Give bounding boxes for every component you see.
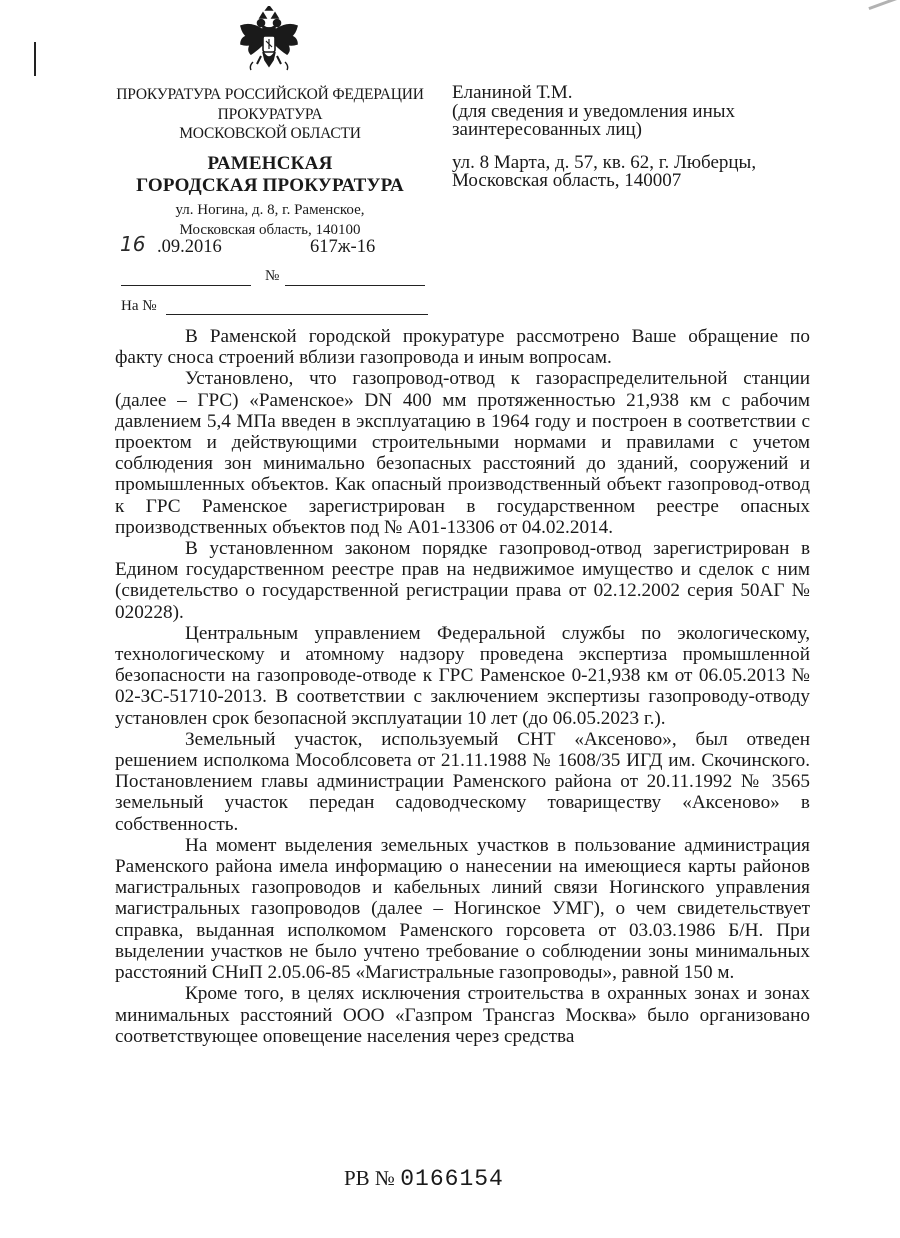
header-line-2: ПРОКУРАТУРА — [217, 106, 323, 123]
form-number: 0166154 — [400, 1166, 504, 1192]
form-series-label: РВ № — [344, 1166, 395, 1190]
reply-to-label: На № — [121, 298, 157, 314]
body-paragraph-5: Земельный участок, используемый СНТ «Аксеново», был отведен решением исполкома Мособлсовета от 21.11.1988 № 1608/35 ИГД им. Скочинского. Постановлением главы администрации Раменского района от 20.11.1992 № 3565 земельный участок передан садоводческому товариществу «Аксеново» в собственность. — [115, 728, 810, 835]
scan-speck — [868, 0, 897, 10]
date-blank-line — [121, 285, 251, 286]
body-paragraph-6: На момент выделения земельных участков в пользование администрация Раменского района имела информацию о нанесении на имеющиеся карты районов магистральных газопроводов и кабельных линий связи Ногинского управления магистральных газопроводов (далее – Ногинское УМГ), о чем свидетельствует справка, выданная исполкомом Раменского горсовета от 03.03.1986 Б/Н. При выделении участков не было учтено требование о соблюдении зоны минимальных расстояний СНиП 2.05.06-85 «Магистральные газопроводы», равной 150 м. — [115, 834, 810, 984]
header-line-3: МОСКОВСКОЙ ОБЛАСТИ — [179, 125, 361, 142]
number-blank-line — [285, 285, 425, 286]
form-serial-number — [344, 1166, 504, 1192]
reply-to-blank-line — [166, 314, 428, 315]
office-address-line-2: Московская область, 140100 — [179, 222, 361, 238]
body-paragraph-4: Центральным управлением Федеральной службы по экологическому, технологическому и атомному надзору проведена экспертиза промышленной безопасности на газопроводе-отводе к ГРС Раменское 0-21,938 км от 06.05.2013 № 02-ЗС-51710-2013. В соответствии с заключением экспертизы газопроводу-отводу установлен срок безопасной эксплуатации 10 лет (до 06.05.2023 г.). — [115, 622, 810, 729]
scan-margin-mark — [34, 42, 36, 76]
addressee-note-line-2: заинтересованных лиц) — [452, 119, 642, 140]
addressee-name: Еланиной Т.М. — [452, 82, 573, 103]
number-label: № — [265, 268, 280, 284]
coat-of-arms-icon — [233, 6, 305, 78]
date-month-year: .09.2016 — [157, 237, 222, 257]
addressee-address-line-1: ул. 8 Марта, д. 57, кв. 62, г. Люберцы, — [452, 152, 757, 173]
office-name-line-2: ГОРОДСКАЯ ПРОКУРАТУРА — [136, 175, 404, 196]
body-paragraph-2: Установлено, что газопровод-отвод к газораспределительной станции (далее – ГРС) «Раменское» DN 400 мм протяженностью 21,938 км с рабочим давлением 5,4 МПа введен в эксплуатацию в 1964 году и построен в соответствии с проектом и действующими строительными нормами и правилами с учетом соблюдения зон минимально безопасных расстояний до зданий, сооружений и промышленных объектов. Как опасный производственный объект газопровод-отвод к ГРС Раменское зарегистрирован в государственном реестре опасных производственных объектов под № А01-13306 от 04.02.2014. — [115, 368, 810, 538]
date-day-handwritten: 16 — [120, 232, 146, 256]
addressee-note-line-1: (для сведения и уведомления иных — [452, 101, 735, 122]
letter-body — [115, 326, 810, 1047]
office-name-line-1: РАМЕНСКАЯ — [207, 153, 333, 174]
header-line-1: ПРОКУРАТУРА РОССИЙСКОЙ ФЕДЕРАЦИИ — [116, 86, 424, 103]
body-paragraph-7: Кроме того, в целях исключения строительства в охранных зонах и зонах минимальных расстояний ООО «Газпром Трансгаз Москва» было организовано соответствующее оповещение населения через средства — [115, 983, 810, 1047]
outgoing-number: 617ж-16 — [310, 237, 376, 257]
body-paragraph-3: В установленном законом порядке газопровод-отвод зарегистрирован в Едином государственном реестре прав на недвижимое имущество и сделок с ним (свидетельство о государственной регистрации права от 02.12.2002 серия 50АГ № 020228). — [115, 538, 810, 623]
office-address-line-1: ул. Ногина, д. 8, г. Раменское, — [175, 202, 365, 218]
addressee-address-line-2: Московская область, 140007 — [452, 170, 682, 191]
body-paragraph-1: В Раменской городской прокуратуре рассмотрено Ваше обращение по факту сноса строений вблизи газопровода и иным вопросам. — [115, 326, 810, 369]
